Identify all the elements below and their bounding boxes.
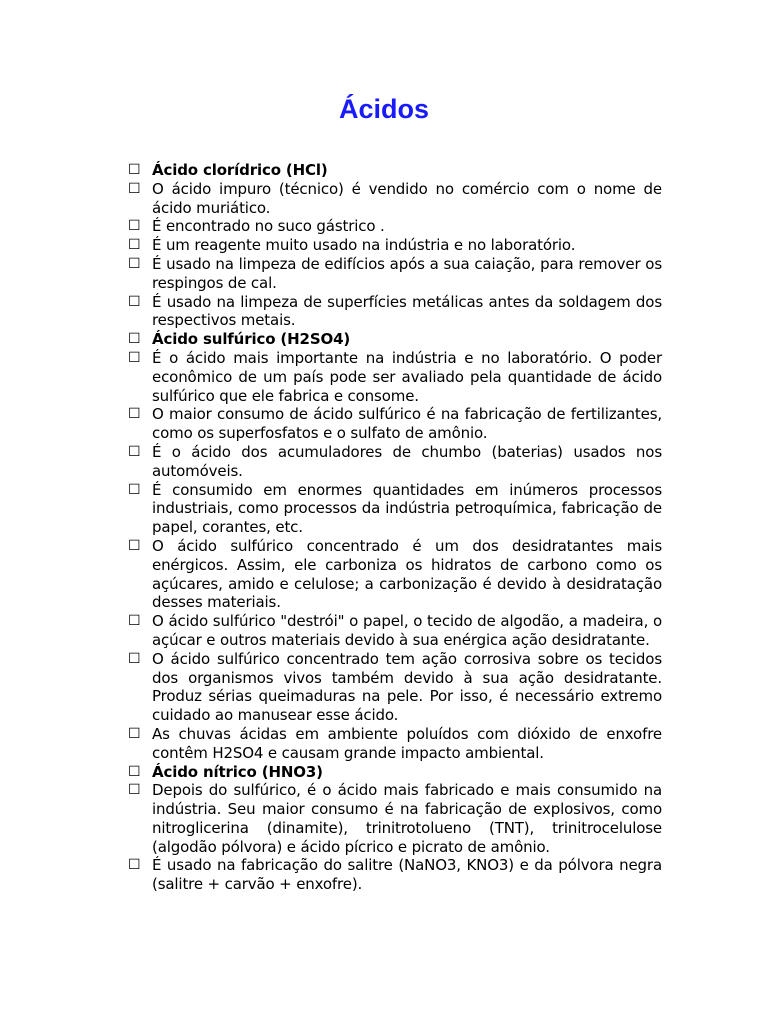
checkbox-bullet-icon: ☐ (128, 237, 141, 254)
list-item (128, 349, 662, 405)
list-item (128, 612, 662, 650)
list-item (128, 725, 662, 763)
list-item (128, 255, 662, 293)
list-item-text: É usado na limpeza de superfícies metálicas antes da soldagem dos respectivos metais. (152, 292, 662, 330)
page-title: Ácidos (338, 94, 430, 124)
list-item-text: O ácido sulfúrico concentrado é um dos desidratantes mais enérgicos. Assim, ele carboniza os hidratos de carbono como os açúcares, amido e celulose; a carbonização é devido à desidratação desses materiais. (152, 536, 662, 612)
list-item-text: É consumido em enormes quantidades em inúmeros processos industriais, como processos da indústria petroquímica, fabricação de papel, corantes, etc. (152, 480, 662, 537)
checkbox-bullet-icon: ☐ (128, 857, 141, 874)
list-item-text: É o ácido dos acumuladores de chumbo (baterias) usados nos automóveis. (152, 442, 662, 480)
checkbox-bullet-icon: ☐ (128, 613, 141, 630)
list-item-text: É um reagente muito usado na indústria e no laboratório. (152, 236, 576, 255)
list-item (128, 293, 662, 331)
section-heading-text: Ácido sulfúrico (H2SO4) (152, 330, 351, 349)
list-item (128, 650, 662, 725)
checkbox-bullet-icon: ☐ (128, 218, 141, 235)
section-heading (128, 330, 662, 349)
list-item-text: As chuvas ácidas em ambiente poluídos com dióxido de enxofre contêm H2SO4 e causam grande impacto ambiental. (152, 724, 662, 762)
list-item (128, 217, 662, 236)
list-item (128, 781, 662, 856)
section-heading (128, 763, 662, 782)
checkbox-bullet-icon: ☐ (128, 180, 141, 197)
list-item-text: Depois do sulfúrico, é o ácido mais fabricado e mais consumido na indústria. Seu maior consumo é na fabricação de explosivos, como nitroglicerina (dinamite), trinitrotolueno (TNT), trinitrocelulose (algodão pólvora) e ácido pícrico e picrato de amônio. (152, 781, 662, 856)
list-item-text: O maior consumo de ácido sulfúrico é na fabricação de fertilizantes, como os superfosfatos e o sulfato de amônio. (152, 405, 662, 443)
checkbox-bullet-icon: ☐ (128, 293, 141, 310)
list-item (128, 856, 662, 894)
list-item-text: O ácido sulfúrico concentrado tem ação corrosiva sobre os tecidos dos organismos vivos também devido à sua ação desidratante. Produz sérias queimaduras na pele. Por isso, é necessário extremo cuidado ao manusear esse ácido. (152, 649, 662, 725)
checkbox-bullet-icon: ☐ (128, 725, 141, 742)
list-item (128, 405, 662, 443)
checkbox-bullet-icon: ☐ (128, 406, 141, 423)
checkbox-bullet-icon: ☐ (128, 331, 141, 348)
list-item (128, 481, 662, 537)
section-heading-text: Ácido clorídrico (HCl) (152, 161, 328, 179)
list-item-text: É encontrado no suco gástrico . (152, 217, 385, 236)
checkbox-bullet-icon: ☐ (128, 481, 141, 498)
section-heading-text: Ácido nítrico (HNO3) (152, 762, 323, 781)
list-item (128, 537, 662, 612)
checkbox-bullet-icon: ☐ (128, 782, 141, 799)
list-item-text: É usado na limpeza de edifícios após a sua caiação, para remover os respingos de cal. (152, 254, 662, 292)
checkbox-bullet-icon: ☐ (128, 537, 141, 554)
checkbox-bullet-icon: ☐ (128, 349, 141, 366)
list-item (128, 236, 662, 255)
list-item-text: O ácido sulfúrico "destrói" o papel, o tecido de algodão, a madeira, o açúcar e outros materiais devido à sua enérgica ação desidratante. (152, 612, 662, 649)
list-item (128, 180, 662, 218)
bullet-list (128, 161, 662, 894)
checkbox-bullet-icon: ☐ (128, 763, 141, 780)
list-item-text: O ácido impuro (técnico) é vendido no comércio com o nome de ácido muriático. (152, 179, 662, 217)
list-item-text: É o ácido mais importante na indústria e no laboratório. O poder econômico de um país pode ser avaliado pela quantidade de ácido sulfúrico que ele fabrica e consome. (152, 348, 662, 405)
list-item-text: É usado na fabricação do salitre (NaNO3, KNO3) e da pólvora negra (salitre + carvão + enxofre). (152, 856, 662, 894)
checkbox-bullet-icon: ☐ (128, 443, 141, 460)
checkbox-bullet-icon: ☐ (128, 255, 141, 272)
checkbox-bullet-icon: ☐ (128, 650, 141, 667)
checkbox-bullet-icon: ☐ (128, 162, 141, 178)
section-heading (128, 161, 662, 180)
list-item (128, 443, 662, 481)
